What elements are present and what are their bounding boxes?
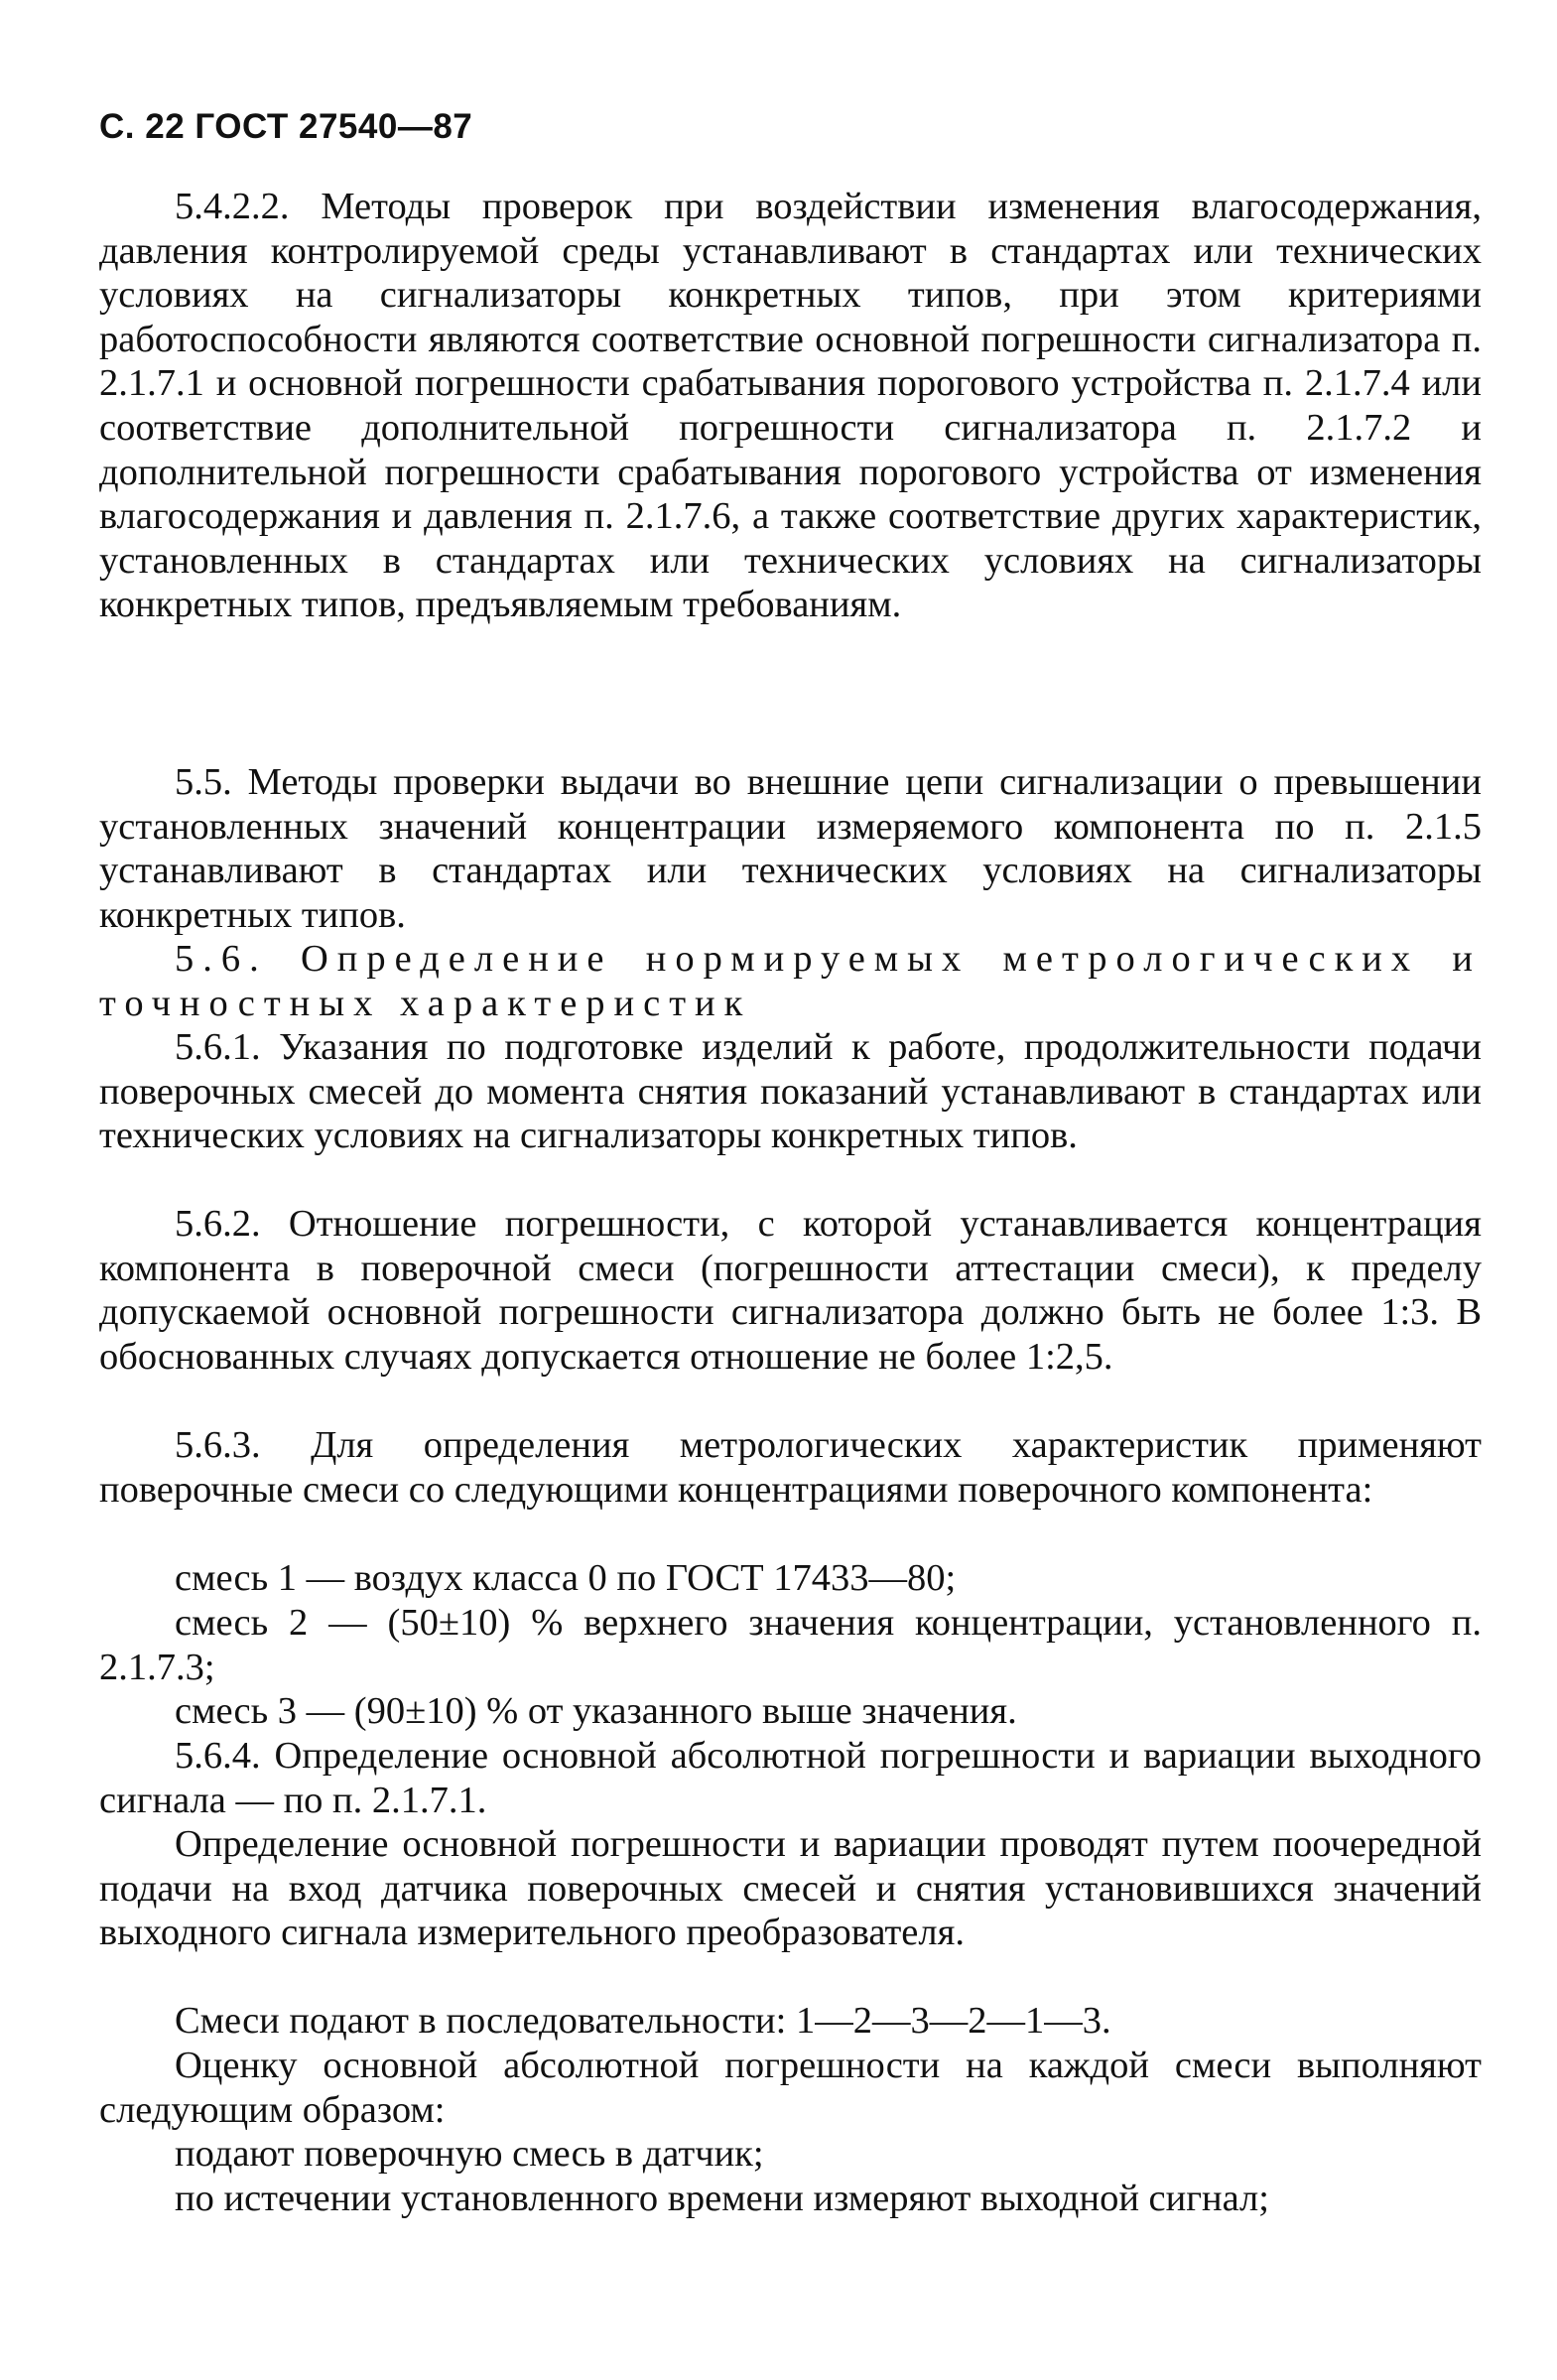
mixture-2-item: смесь 2 — (50±10) % верхнего значения концентрации, установленного п. 2.1.7.3; — [99, 1602, 1482, 1688]
paragraph-determination: Определение основной погрешности и вариации проводят путем поочередной подачи на вход датчика поверочных смесей и снятия установившихся значений выходного сигнала измерительного преобразователя. — [99, 1823, 1482, 1954]
paragraph-5-5: 5.5. Методы проверки выдачи во внешние цепи сигнализации о превышении установленных значений концентрации измеряемого компонента по п. 2.1.5 устанавливают в стандартах или технических условиях на сигнализаторы конкретных типов. — [99, 761, 1482, 936]
paragraph-evaluation: Оценку основной абсолютной погрешности на каждой смеси выполняют следующим образом: — [99, 2045, 1482, 2131]
section-title-5-6: 5.6. Определение нормируемых метрологических и точностных характеристик — [99, 938, 1482, 1024]
mixture-3-item: смесь 3 — (90±10) % от указанного выше значения. — [175, 1690, 1017, 1732]
step-measure-signal: по истечении установленного времени измеряют выходной сигнал; — [175, 2178, 1269, 2219]
paragraph-5-6-1: 5.6.1. Указания по подготовке изделий к работе, продолжительности подачи поверочных смесей до момента снятия показаний устанавливают в стандартах или технических условиях на сигнализаторы конкретных типов. — [99, 1026, 1482, 1157]
paragraph-5-6-2: 5.6.2. Отношение погрешности, с которой устанавливается концентрация компонента в поверочной смеси (погрешности аттестации смеси), к пределу допускаемой основной погрешности сигнализатора должно быть не более 1:3. В обоснованных случаях допускается отношение не более 1:2,5. — [99, 1203, 1482, 1378]
mixture-1-item: смесь 1 — воздух класса 0 по ГОСТ 17433—80; — [175, 1557, 957, 1599]
step-supply-mixture: подают поверочную смесь в датчик; — [175, 2133, 764, 2175]
paragraph-sequence: Смеси подают в последовательности: 1—2—3—2—1—3. — [175, 2000, 1111, 2042]
paragraph-5-4-2-2: 5.4.2.2. Методы проверок при воздействии изменения влагосодержания, давления контролируемой среды устанавливают в стандартах или технических условиях на сигнализаторы конкретных типов, при этом критериями работоспособности являются соответствие основной погрешности сигнализатора п. 2.1.7.1 и основной погрешности срабатывания порогового устройства п. 2.1.7.4 или соответствие дополнительной погрешности сигнализатора п. 2.1.7.2 и дополнительной погрешности срабатывания порогового устройства от изменения влагосодержания и давления п. 2.1.7.6, а также соответствие других характеристик, установленных в стандартах или технических условиях на сигнализаторы конкретных типов, предъявляемым требованиям. — [99, 186, 1482, 626]
page-header: С. 22 ГОСТ 27540—87 — [99, 107, 473, 146]
paragraph-5-6-3: 5.6.3. Для определения метрологических характеристик применяют поверочные смеси со следующими концентрациями поверочного компонента: — [99, 1424, 1482, 1511]
paragraph-5-6-4: 5.6.4. Определение основной абсолютной погрешности и вариации выходного сигнала — по п. 2.1.7.1. — [99, 1735, 1482, 1821]
document-body — [99, 185, 1482, 2265]
